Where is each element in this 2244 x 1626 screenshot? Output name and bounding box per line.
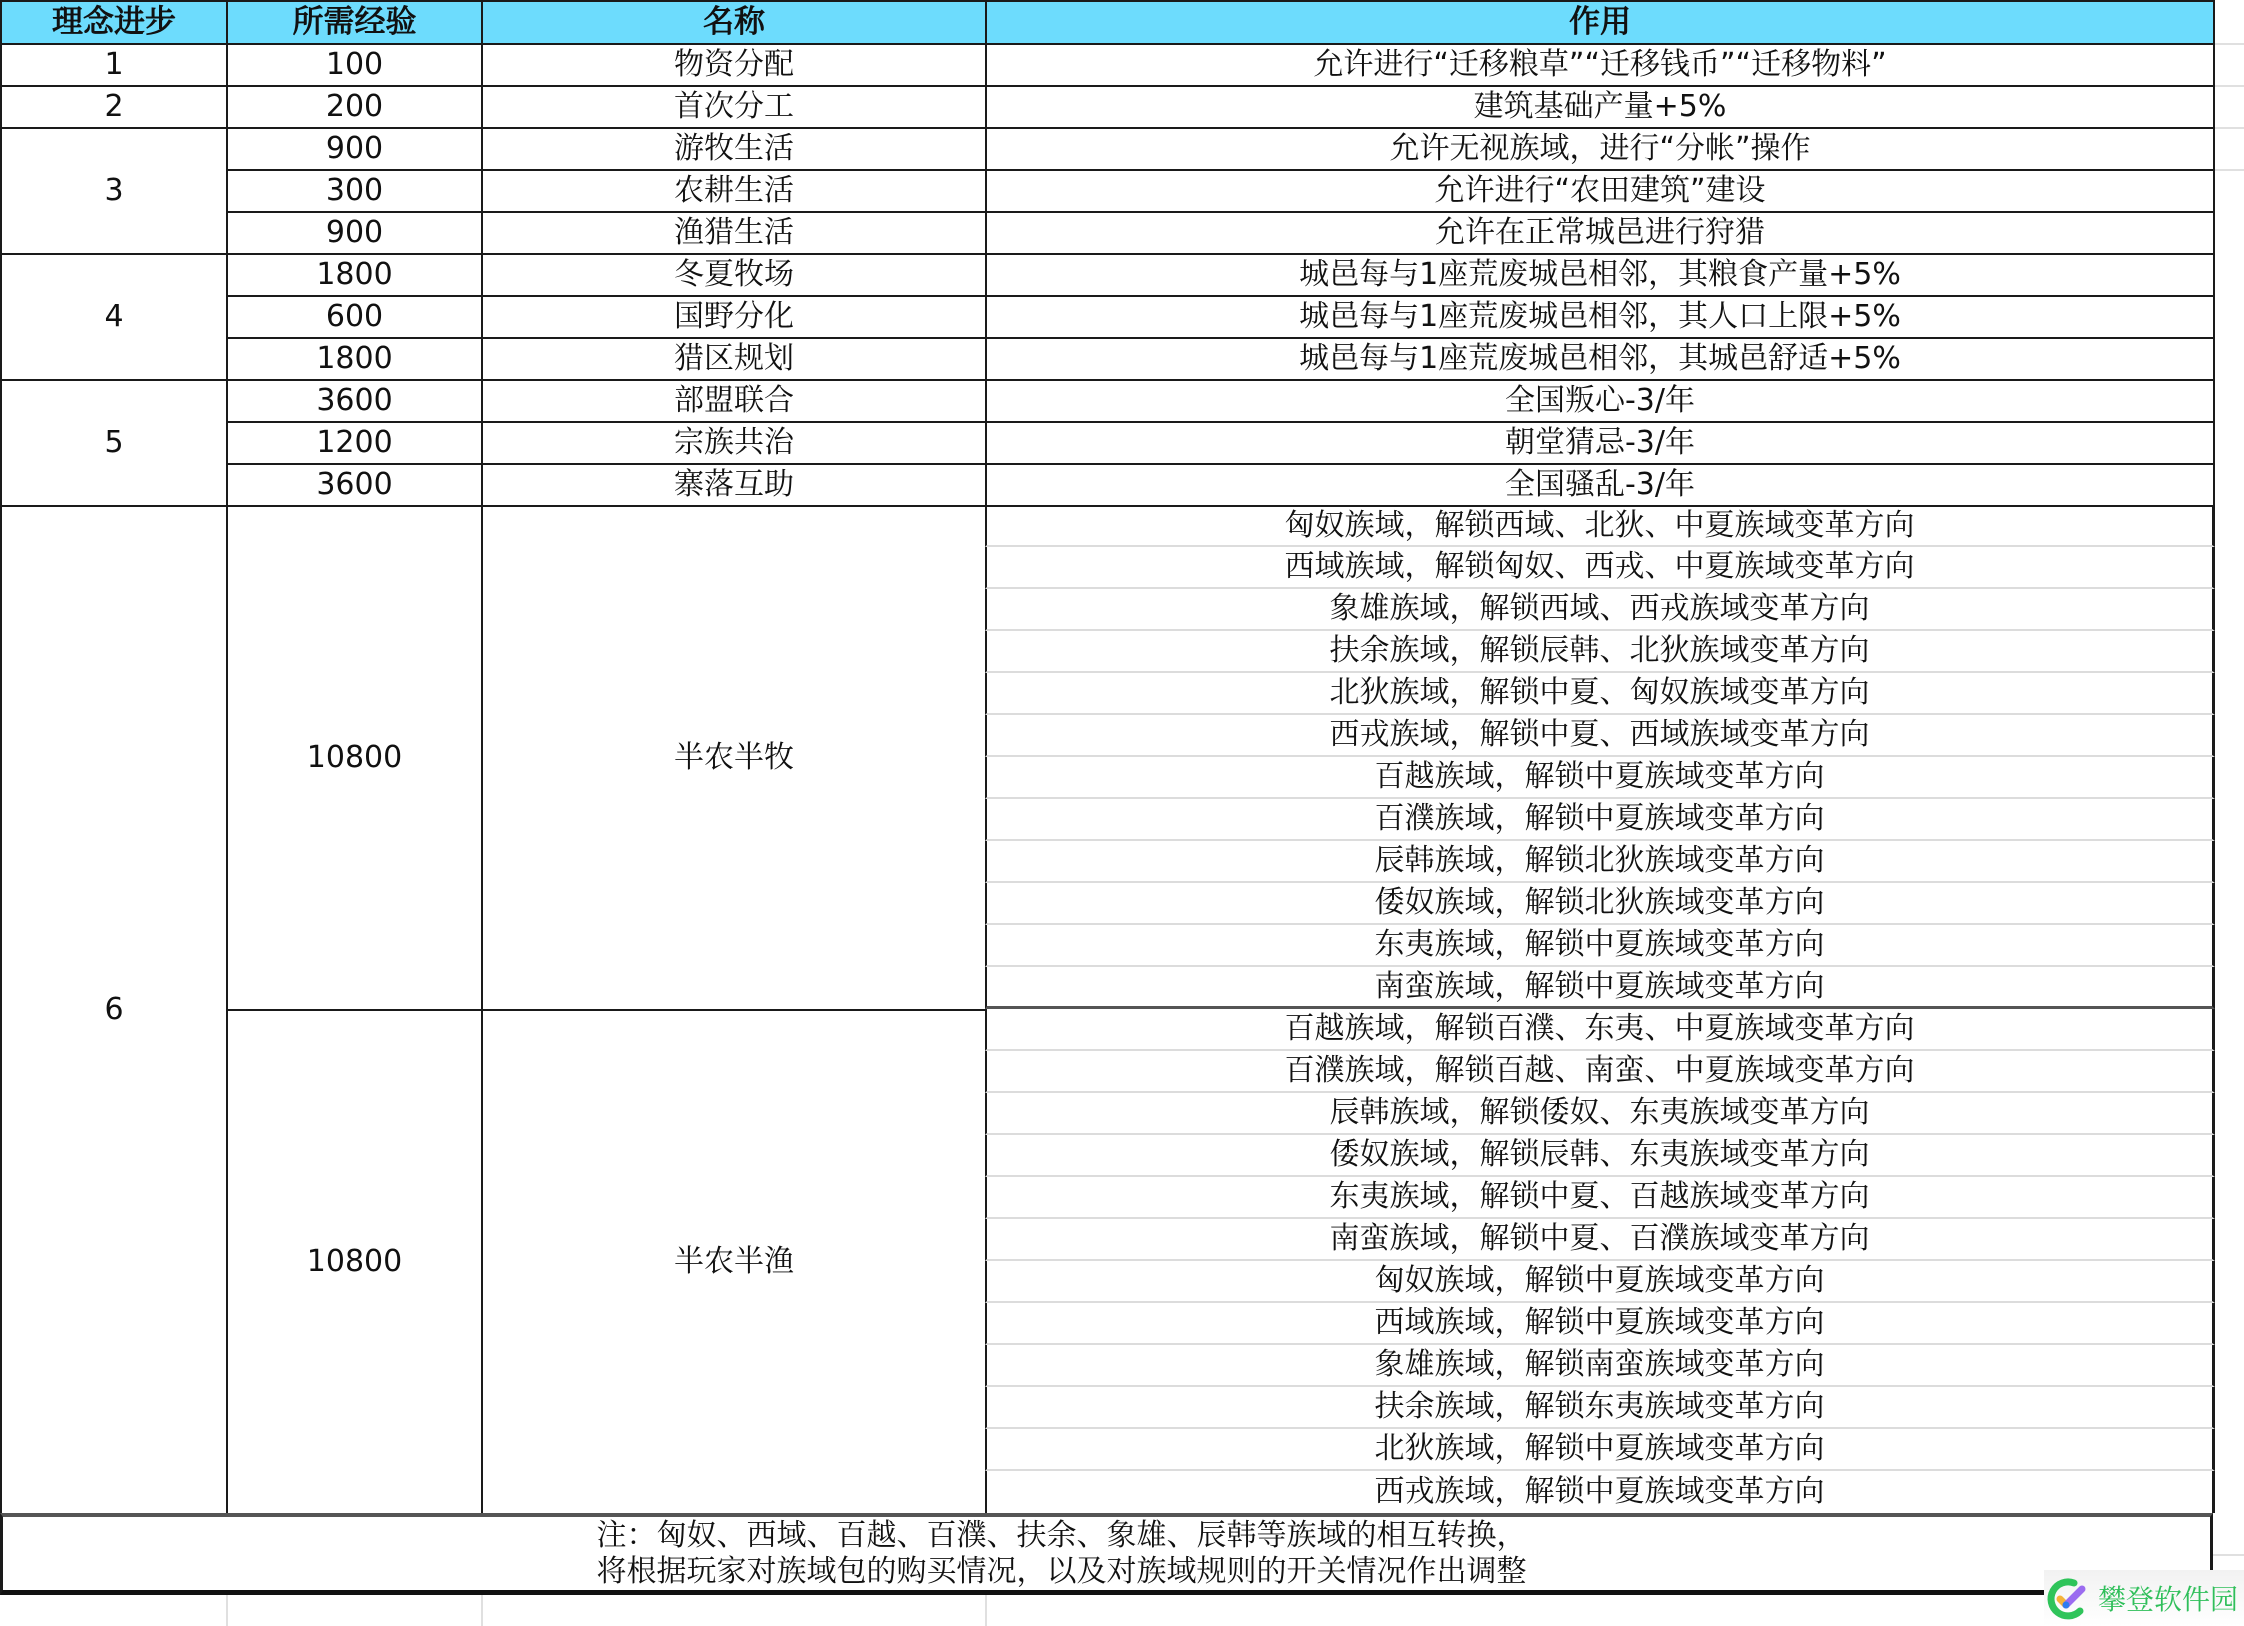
name-cell[interactable]: 寨落互助 <box>481 463 987 507</box>
effect-cell[interactable]: 建筑基础产量+5% <box>985 85 2215 129</box>
name-cell[interactable]: 首次分工 <box>481 85 987 129</box>
name-cell[interactable]: 物资分配 <box>481 43 987 87</box>
exp-cell[interactable]: 1800 <box>226 337 483 381</box>
effect-cell[interactable]: 扶余族域，解锁东夷族域变革方向 <box>985 1387 2215 1429</box>
effect-cell[interactable]: 辰韩族域，解锁北狄族域变革方向 <box>985 841 2215 883</box>
note-cell[interactable] <box>0 1513 2213 1595</box>
effect-cell[interactable]: 南蛮族域，解锁中夏族域变革方向 <box>985 967 2215 1009</box>
gridline <box>2213 169 2244 171</box>
effect-cell[interactable]: 倭奴族域，解锁辰韩、东夷族域变革方向 <box>985 1135 2215 1177</box>
header-exp[interactable]: 所需经验 <box>226 0 483 45</box>
name-cell[interactable]: 冬夏牧场 <box>481 253 987 297</box>
header-name[interactable]: 名称 <box>481 0 987 45</box>
stage-cell[interactable]: 2 <box>0 85 228 129</box>
effect-cell[interactable]: 北狄族域，解锁中夏族域变革方向 <box>985 1429 2215 1471</box>
stage-cell[interactable]: 6 <box>0 505 228 1515</box>
exp-cell[interactable]: 600 <box>226 295 483 339</box>
name-cell[interactable]: 部盟联合 <box>481 379 987 423</box>
note-line-1: 注：匈奴、西域、百越、百濮、扶余、象雄、辰韩等族域的相互转换， <box>596 1517 1527 1553</box>
effect-cell[interactable]: 北狄族域，解锁中夏、匈奴族域变革方向 <box>985 673 2215 715</box>
exp-cell[interactable]: 100 <box>226 43 483 87</box>
effect-cell[interactable]: 辰韩族域，解锁倭奴、东夷族域变革方向 <box>985 1093 2215 1135</box>
stage-cell[interactable]: 3 <box>0 127 228 255</box>
exp-cell[interactable]: 1200 <box>226 421 483 465</box>
stage-cell[interactable]: 5 <box>0 379 228 507</box>
effect-cell[interactable]: 南蛮族域，解锁中夏、百濮族域变革方向 <box>985 1219 2215 1261</box>
watermark <box>2044 1570 2244 1626</box>
effect-cell[interactable]: 匈奴族域，解锁西域、北狄、中夏族域变革方向 <box>985 505 2215 547</box>
name-cell[interactable]: 猎区规划 <box>481 337 987 381</box>
watermark-text: 攀登软件园 <box>2098 1583 2239 1616</box>
effect-cell[interactable]: 允许进行“农田建筑”建设 <box>985 169 2215 213</box>
exp-cell[interactable]: 200 <box>226 85 483 129</box>
effect-cell[interactable]: 允许在正常城邑进行狩猎 <box>985 211 2215 255</box>
effect-cell[interactable]: 西域族域，解锁匈奴、西戎、中夏族域变革方向 <box>985 547 2215 589</box>
effect-cell[interactable]: 西戎族域，解锁中夏、西域族域变革方向 <box>985 715 2215 757</box>
header-effect[interactable]: 作用 <box>985 0 2215 45</box>
stage-cell[interactable]: 4 <box>0 253 228 381</box>
effect-cell[interactable]: 全国骚乱-3/年 <box>985 463 2215 507</box>
effect-cell[interactable]: 西域族域，解锁中夏族域变革方向 <box>985 1303 2215 1345</box>
exp-cell[interactable]: 3600 <box>226 379 483 423</box>
effect-cell[interactable]: 城邑每与1座荒废城邑相邻，其粮食产量+5% <box>985 253 2215 297</box>
effect-cell[interactable]: 全国叛心-3/年 <box>985 379 2215 423</box>
exp-cell[interactable]: 900 <box>226 211 483 255</box>
gridline <box>481 1594 483 1626</box>
gridline <box>226 1594 228 1626</box>
effect-cell[interactable]: 城邑每与1座荒废城邑相邻，其城邑舒适+5% <box>985 337 2215 381</box>
stage-cell[interactable]: 1 <box>0 43 228 87</box>
name-cell[interactable]: 国野分化 <box>481 295 987 339</box>
check-logo-icon <box>2044 1575 2090 1621</box>
header-stage[interactable]: 理念进步 <box>0 0 228 45</box>
effect-cell[interactable]: 百濮族域，解锁中夏族域变革方向 <box>985 799 2215 841</box>
effect-cell[interactable]: 匈奴族域，解锁中夏族域变革方向 <box>985 1261 2215 1303</box>
effect-cell[interactable]: 东夷族域，解锁中夏、百越族域变革方向 <box>985 1177 2215 1219</box>
gridline <box>2213 43 2244 45</box>
gridline <box>2213 127 2244 129</box>
exp-cell[interactable]: 300 <box>226 169 483 213</box>
name-cell[interactable]: 农耕生活 <box>481 169 987 213</box>
effect-cell[interactable]: 象雄族域，解锁南蛮族域变革方向 <box>985 1345 2215 1387</box>
exp-cell[interactable]: 10800 <box>226 1009 483 1515</box>
name-cell[interactable]: 半农半牧 <box>481 505 987 1011</box>
effect-cell[interactable]: 允许进行“迁移粮草”“迁移钱币”“迁移物料” <box>985 43 2215 87</box>
gridline <box>2213 85 2244 87</box>
effect-cell[interactable]: 朝堂猜忌-3/年 <box>985 421 2215 465</box>
exp-cell[interactable]: 900 <box>226 127 483 171</box>
effect-cell[interactable]: 百濮族域，解锁百越、南蛮、中夏族域变革方向 <box>985 1051 2215 1093</box>
gridline <box>985 1594 987 1626</box>
effect-cell[interactable]: 允许无视族域，进行“分帐”操作 <box>985 127 2215 171</box>
effect-cell[interactable]: 象雄族域，解锁西域、西戎族域变革方向 <box>985 589 2215 631</box>
name-cell[interactable]: 宗族共治 <box>481 421 987 465</box>
effect-cell[interactable]: 百越族域，解锁百濮、东夷、中夏族域变革方向 <box>985 1009 2215 1051</box>
exp-cell[interactable]: 10800 <box>226 505 483 1011</box>
effect-cell[interactable]: 西戎族域，解锁中夏族域变革方向 <box>985 1471 2215 1513</box>
name-cell[interactable]: 渔猎生活 <box>481 211 987 255</box>
effect-cell[interactable]: 百越族域，解锁中夏族域变革方向 <box>985 757 2215 799</box>
name-cell[interactable]: 游牧生活 <box>481 127 987 171</box>
effect-cell[interactable]: 扶余族域，解锁辰韩、北狄族域变革方向 <box>985 631 2215 673</box>
effect-cell[interactable]: 城邑每与1座荒废城邑相邻，其人口上限+5% <box>985 295 2215 339</box>
name-cell[interactable]: 半农半渔 <box>481 1009 987 1515</box>
gridline <box>2213 1554 2244 1556</box>
effect-cell[interactable]: 东夷族域，解锁中夏族域变革方向 <box>985 925 2215 967</box>
note-line-2: 将根据玩家对族域包的购买情况，以及对族域规则的开关情况作出调整 <box>596 1553 1527 1589</box>
effect-cell[interactable]: 倭奴族域，解锁北狄族域变革方向 <box>985 883 2215 925</box>
exp-cell[interactable]: 1800 <box>226 253 483 297</box>
exp-cell[interactable]: 3600 <box>226 463 483 507</box>
